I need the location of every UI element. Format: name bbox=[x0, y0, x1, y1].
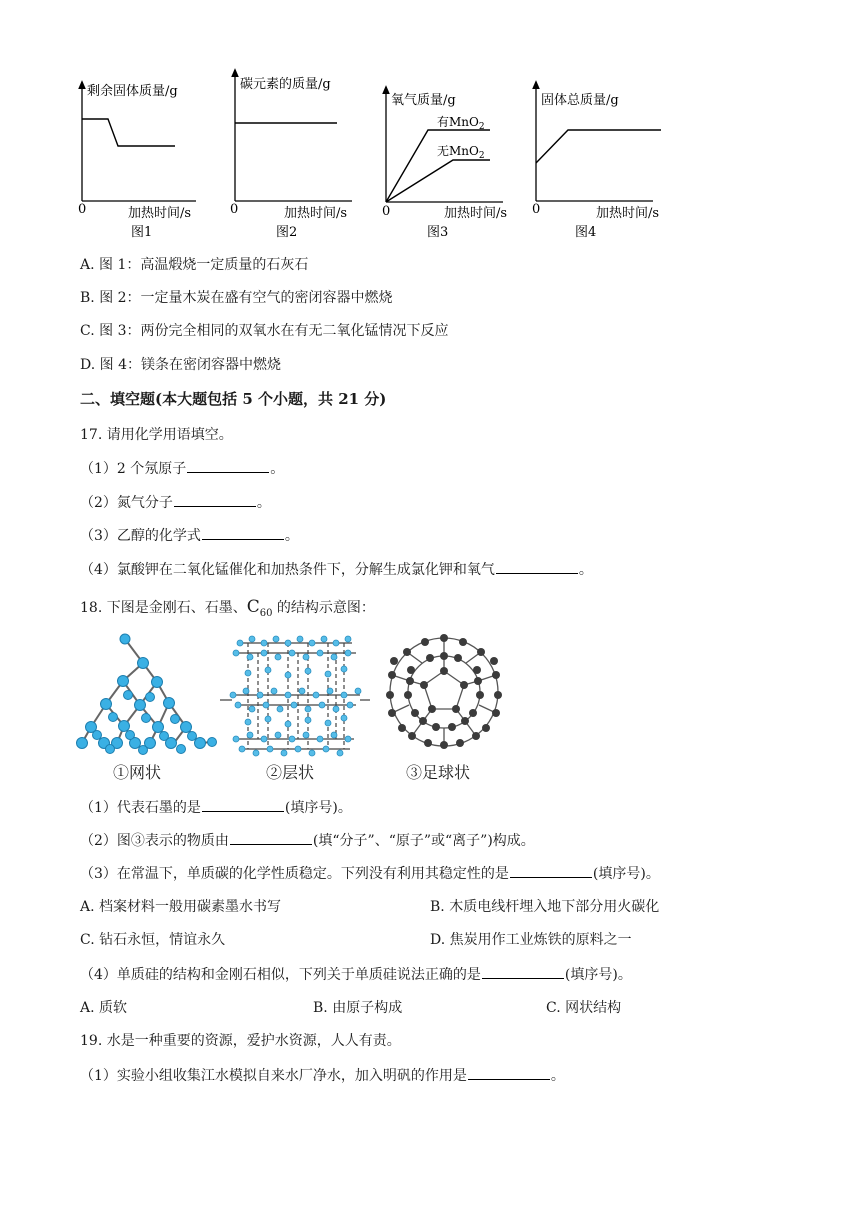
q18-item-2: （2）图③表示的物质由 (填“分子”、“原子”或“离子”)构成。 bbox=[80, 830, 535, 851]
q18-item-3: （3）在常温下，单质碳的化学性质稳定。下列没有利用其稳定性的是 (填序号)。 bbox=[80, 863, 660, 884]
graph-1-ylabel: 剩余固体质量/g bbox=[87, 84, 178, 99]
graph-1 bbox=[78, 83, 196, 240]
graph-3-curve-with-mno2 bbox=[386, 130, 490, 202]
carbon-structures-figure bbox=[0, 625, 860, 785]
graph-4 bbox=[532, 84, 661, 240]
answer-blank[interactable] bbox=[482, 964, 564, 979]
graph-2 bbox=[230, 72, 352, 240]
graph-3-lower-label: 无MnO$_2$ bbox=[437, 144, 485, 161]
q18-3-option-a: A. 档案材料一般用碳素墨水书写 bbox=[80, 899, 282, 915]
answer-blank[interactable] bbox=[468, 1065, 550, 1080]
q17-item-4: （4）氯酸钾在二氧化锰催化和加热条件下，分解生成氯化钾和氧气 。 bbox=[80, 559, 593, 580]
q17-item-3: （3）乙醇的化学式 。 bbox=[80, 525, 299, 546]
q19-stem: 19. 水是一种重要的资源，爱护水资源，人人有责。 bbox=[80, 1033, 401, 1049]
graph-3-curve-without-mno2 bbox=[386, 160, 490, 202]
diamond-atoms bbox=[77, 634, 217, 755]
graph-3 bbox=[382, 89, 507, 240]
q16-option-d: D. 图 4：镁条在密闭容器中燃烧 bbox=[80, 357, 281, 373]
q18-item-1: （1）代表石墨的是 (填序号)。 bbox=[80, 797, 352, 818]
graph-2-origin: 0 bbox=[230, 202, 239, 217]
graph-3-origin: 0 bbox=[382, 204, 391, 219]
graph-3-caption: 图3 bbox=[427, 225, 449, 240]
graph-1-curve bbox=[82, 119, 175, 146]
caption-soccerball: ③足球状 bbox=[406, 763, 471, 782]
graph-2-ylabel: 碳元素的质量/g bbox=[240, 77, 331, 92]
answer-blank[interactable] bbox=[510, 863, 592, 878]
answer-blank[interactable] bbox=[187, 458, 269, 473]
graph-2-xlabel: 加热时间/s bbox=[284, 206, 348, 221]
graph-4-curve bbox=[536, 130, 661, 163]
answer-blank[interactable] bbox=[202, 525, 284, 540]
graph-4-ylabel: 固体总质量/g bbox=[541, 93, 619, 108]
q18-3-option-c: C. 钻石永恒，情谊永久 bbox=[80, 932, 226, 948]
q16-option-c: C. 图 3：两份完全相同的双氧水在有无二氧化锰情况下反应 bbox=[80, 323, 449, 339]
q16-option-b: B. 图 2：一定量木炭在盛有空气的密闭容器中燃烧 bbox=[80, 290, 393, 306]
graph-3-upper-label: 有MnO$_2$ bbox=[437, 115, 485, 132]
q18-4-option-a: A. 质软 bbox=[80, 1000, 128, 1016]
graph-4-caption: 图4 bbox=[575, 225, 597, 240]
q18-stem: 18. 下图是金刚石、石墨、$C_{60}$ 的结构示意图： bbox=[80, 597, 375, 619]
caption-network: ①网状 bbox=[113, 763, 162, 782]
answer-blank[interactable] bbox=[174, 492, 256, 507]
section-heading-fill-in: 二、填空题(本大题包括 5 个小题，共 21 分) bbox=[80, 390, 387, 408]
q18-3-option-d: D. 焦炭用作工业炼铁的原料之一 bbox=[430, 932, 632, 948]
graph-3-xlabel: 加热时间/s bbox=[444, 206, 508, 221]
answer-blank[interactable] bbox=[496, 559, 578, 574]
graph-2-caption: 图2 bbox=[276, 225, 298, 240]
q18-4-option-c: C. 网状结构 bbox=[546, 1000, 622, 1016]
caption-layered: ②层状 bbox=[266, 763, 315, 782]
graph-4-origin: 0 bbox=[532, 202, 541, 217]
graph-1-caption: 图1 bbox=[131, 225, 153, 240]
answer-blank[interactable] bbox=[202, 797, 284, 812]
c60-structure bbox=[386, 634, 502, 749]
answer-blank[interactable] bbox=[230, 830, 312, 845]
q17-item-1: （1）2 个氖原子 。 bbox=[80, 458, 284, 479]
graph-3-ylabel: 氧气质量/g bbox=[391, 93, 456, 108]
diamond-structure bbox=[82, 639, 212, 743]
q17-item-2: （2）氮气分子 。 bbox=[80, 492, 271, 513]
graph-4-xlabel: 加热时间/s bbox=[596, 206, 660, 221]
q18-3-option-b: B. 木质电线杆埋入地下部分用火碳化 bbox=[430, 899, 660, 915]
q18-item-4: （4）单质硅的结构和金刚石相似，下列关于单质硅说法正确的是 (填序号)。 bbox=[80, 964, 632, 985]
q17-stem: 17. 请用化学用语填空。 bbox=[80, 427, 233, 443]
q19-item-1: （1）实验小组收集江水模拟自来水厂净水，加入明矾的作用是 。 bbox=[80, 1065, 565, 1086]
q18-4-option-b: B. 由原子构成 bbox=[313, 1000, 403, 1016]
graph-1-origin: 0 bbox=[78, 202, 87, 217]
graph-1-xlabel: 加热时间/s bbox=[128, 206, 192, 221]
graphite-structure bbox=[220, 636, 370, 756]
q16-option-a: A. 图 1：高温煅烧一定质量的石灰石 bbox=[80, 257, 309, 273]
graphs-row bbox=[0, 0, 860, 250]
